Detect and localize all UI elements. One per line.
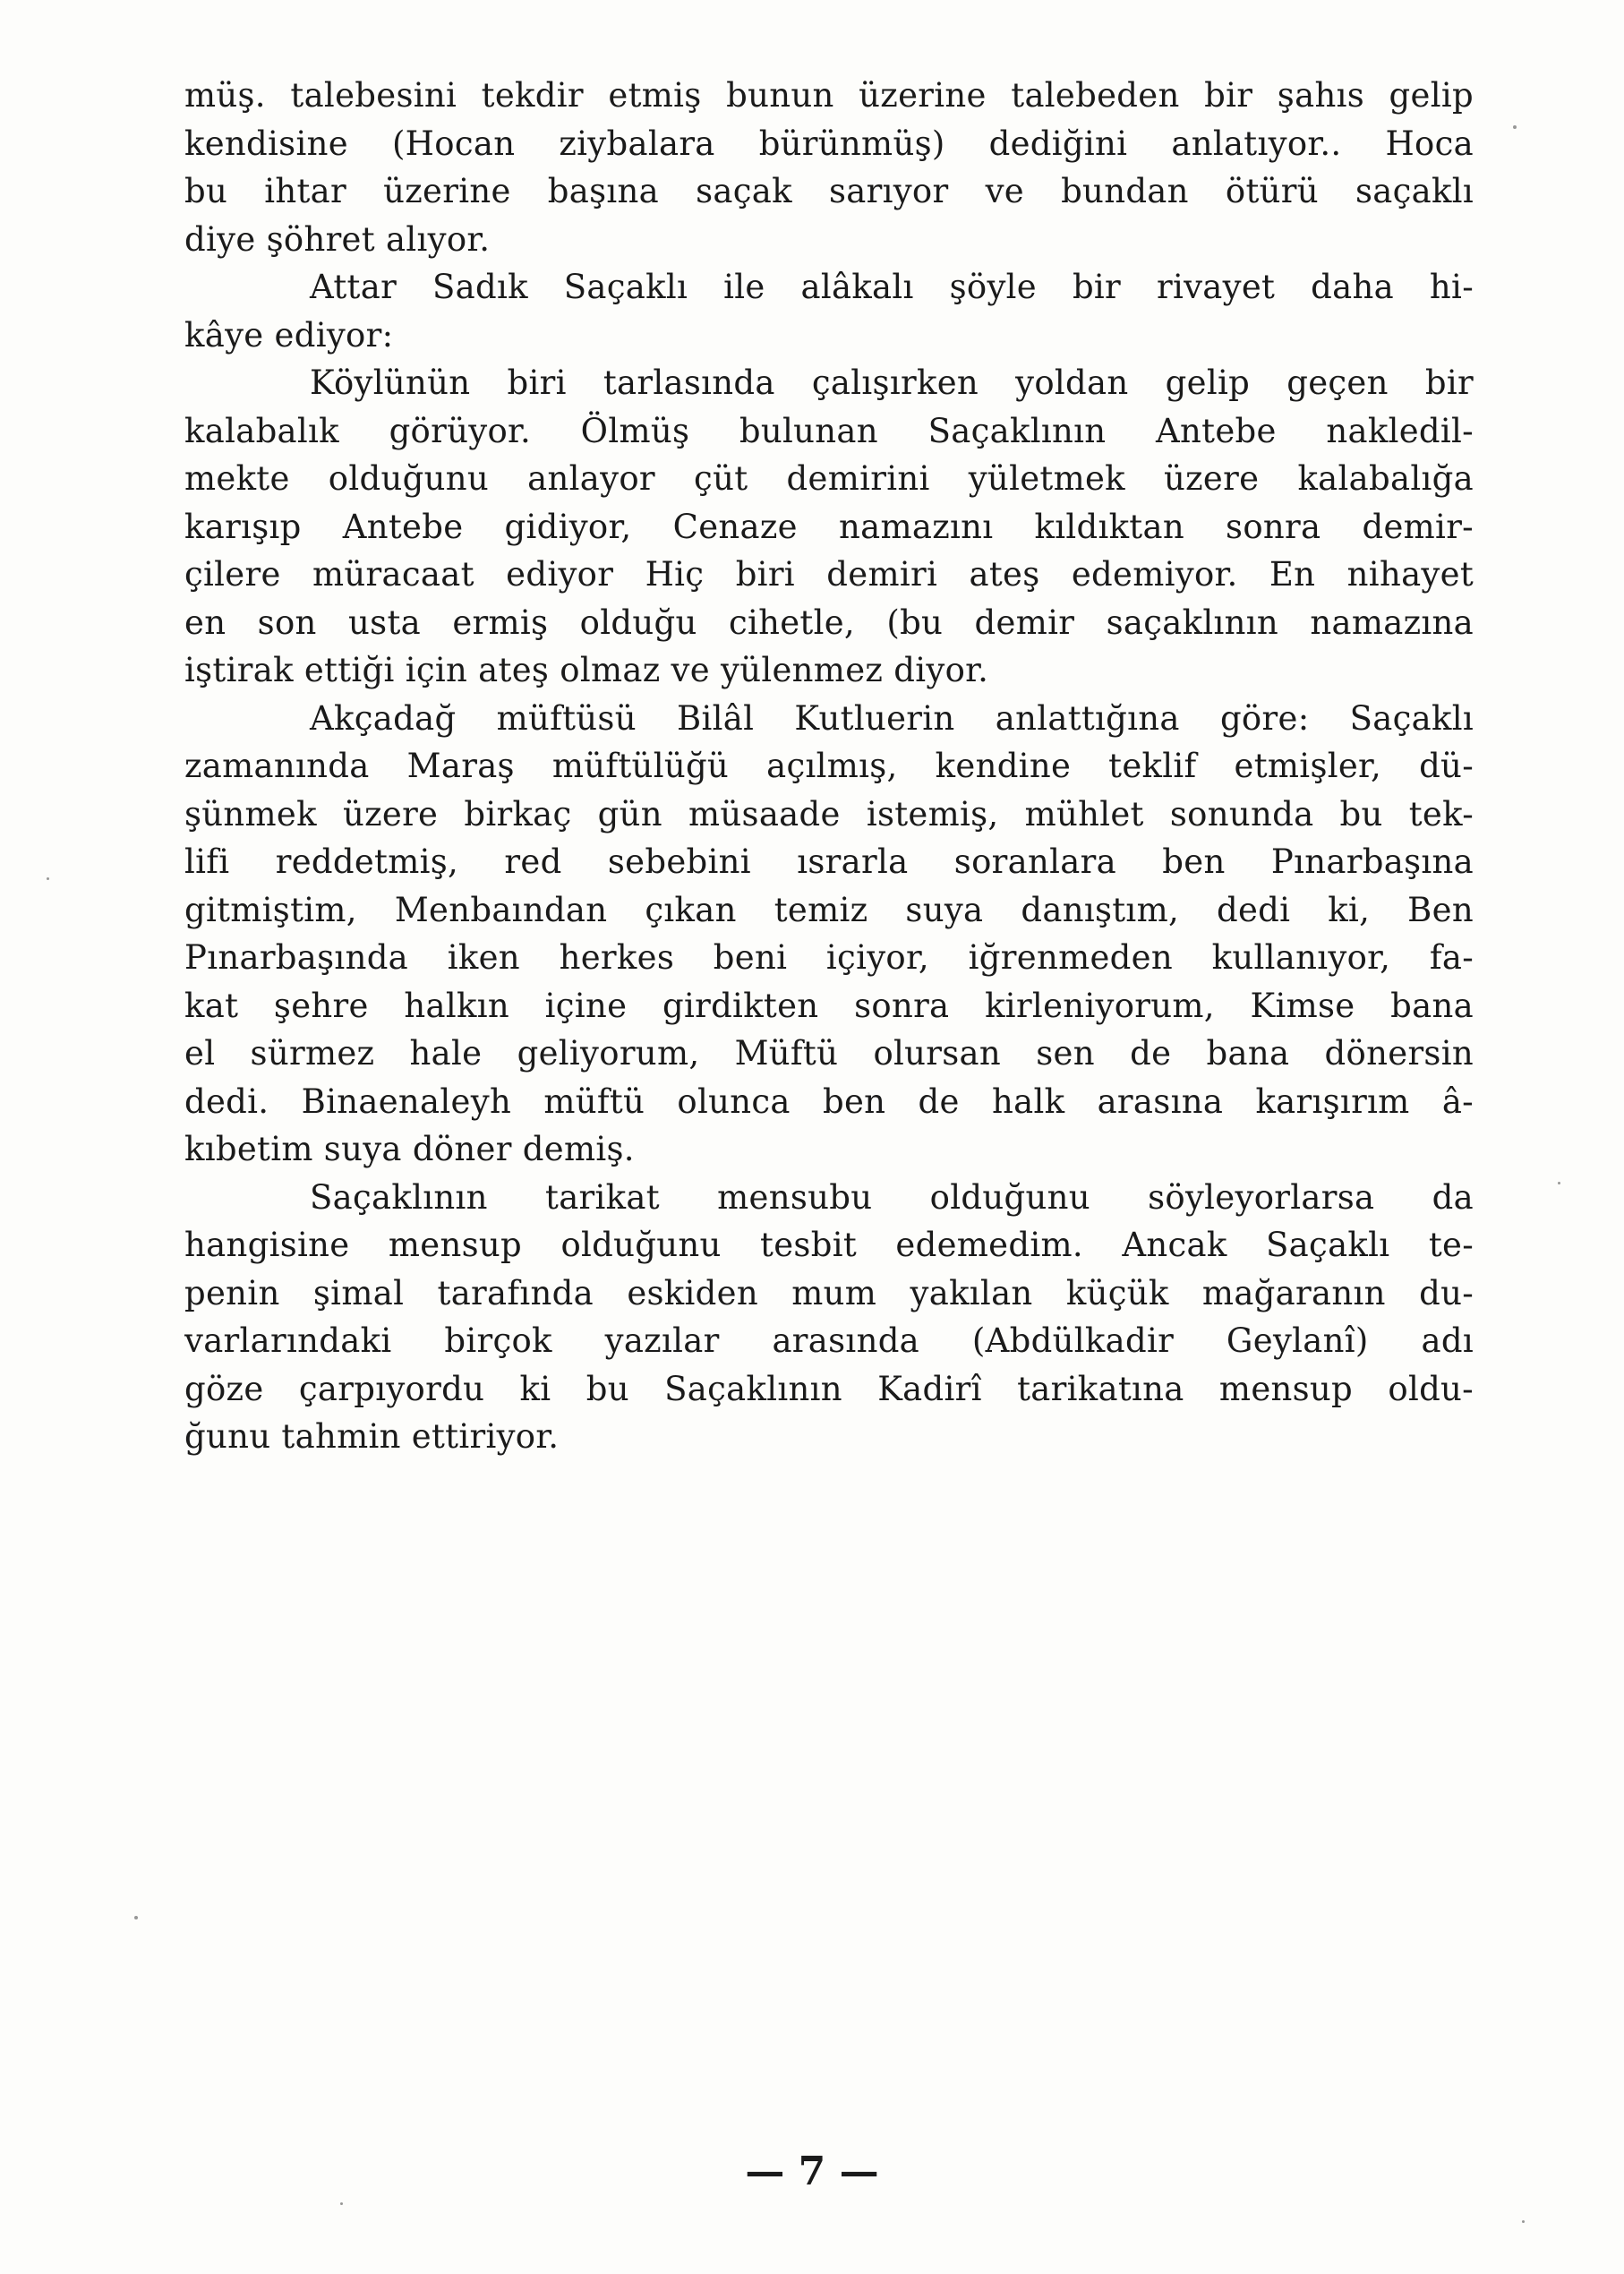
text-line: ğunu tahmin ettiriyor. [184,1417,560,1456]
text-line: göze çarpıyordu ki bu Saçaklının Kadirî tarikatına mensup oldu- [184,1369,1474,1408]
text-line: gitmiştim, Menbaından çıkan temiz suya danıştım, dedi ki, Ben [184,890,1474,929]
text-line: Akçadağ müftüsü Bilâl Kutluerin anlattığına göre: Saçaklı [310,698,1474,738]
scan-speck [134,1916,138,1919]
text-line: Köylünün biri tarlasında çalışırken yoldan gelip geçen bir [310,363,1474,402]
scan-speck [1558,1182,1560,1184]
page-number: — 7 — [745,2149,879,2194]
text-line: lifi reddetmiş, red sebebini ısrarla soranlara ben Pınarbaşına [184,842,1474,881]
text-line: iştirak ettiği için ateş olmaz ve yülenmez diyor. [184,651,989,689]
text-line: diye şöhret alıyor. [184,219,491,259]
text-line: zamanında Maraş müftülüğü açılmış, kendine teklif etmişler, dü- [184,747,1474,785]
text-line: Saçaklının tarikat mensubu olduğunu söyleyorlarsa da [310,1177,1474,1217]
text-line: Pınarbaşında iken herkes beni içiyor, iğrenmeden kullanıyor, fa- [184,938,1474,977]
text-line: hangisine mensup olduğunu tesbit edemedim. Ancak Saçaklı te- [184,1226,1474,1264]
text-line: karışıp Antebe gidiyor, Cenaze namazını kıldıktan sonra demir- [184,507,1474,546]
text-line: müş. talebesini tekdir etmiş bunun üzerine talebeden bir şahıs gelip [184,76,1474,115]
body-text [184,72,1474,1461]
text-line: bu ihtar üzerine başına saçak sarıyor ve bundan ötürü saçaklı [184,172,1474,210]
text-line: penin şimal tarafında eskiden mum yakılan küçük mağaranın du- [184,1273,1474,1312]
scan-speck [340,2202,343,2205]
text-line: kat şehre halkın içine girdikten sonra kirleniyorum, Kimse bana [184,986,1474,1025]
scan-speck [1522,2220,1525,2223]
text-line: kıbetim suya döner demiş. [184,1130,635,1168]
text-line: kendisine (Hocan ziybalara bürünmüş) dediğini anlatıyor.. Hoca [184,124,1474,163]
text-line: en son usta ermiş olduğu cihetle, (bu demir saçaklının namazına [184,603,1474,642]
text-line: dedi. Binaenaleyh müftü olunca ben de halk arasına karışırım â- [184,1081,1474,1121]
text-line: Attar Sadık Saçaklı ile alâkalı şöyle bir rivayet daha hi- [310,268,1474,306]
text-line: kâye ediyor: [184,315,394,355]
text-line: el sürmez hale geliyorum, Müftü olursan sen de bana dönersin [184,1034,1474,1073]
text-line: varlarındaki birçok yazılar arasında (Abdülkadir Geylanî) adı [184,1321,1474,1360]
scan-speck [1513,125,1517,129]
text-line: kalabalık görüyor. Ölmüş bulunan Saçaklının Antebe nakledil- [184,411,1474,450]
text-line: şünmek üzere birkaç gün müsaade istemiş, mühlet sonunda bu tek- [184,794,1474,834]
text-line: çilere müracaat ediyor Hiç biri demiri ateş edemiyor. En nihayet [184,555,1474,594]
text-line: mekte olduğunu anlayor çüt demirini yületmek üzere kalabalığa [184,459,1474,498]
scan-speck [47,877,49,880]
